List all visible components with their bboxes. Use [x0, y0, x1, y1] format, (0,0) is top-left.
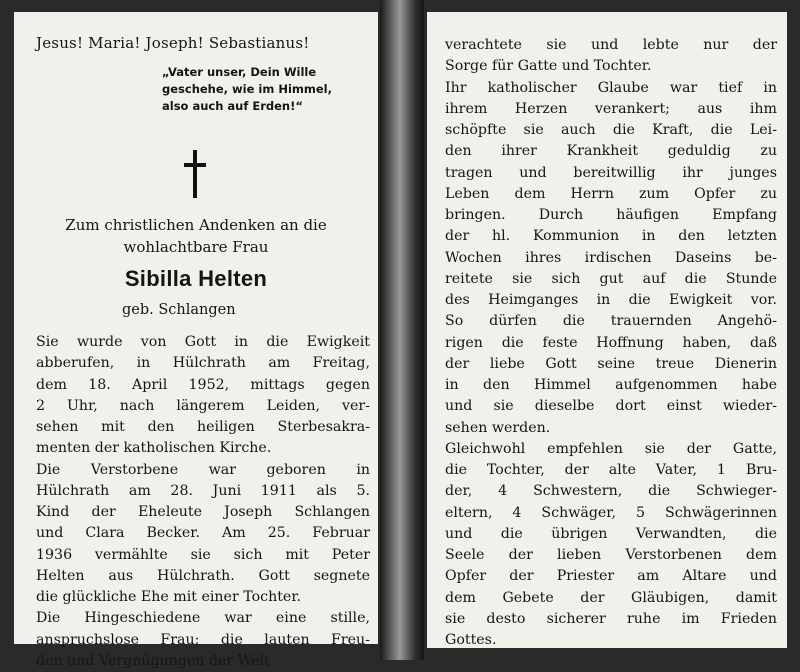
text-line: dem Gebete der Gläubigen, damit — [445, 589, 777, 606]
text-line: Gottes. — [445, 632, 497, 648]
text-line: Die Hingeschiedene war eine stille, — [36, 610, 370, 627]
biography-text-left — [36, 332, 370, 672]
text-line: und sie dieselbe dort einst wieder- — [445, 398, 777, 415]
text-line: Ihr katholischer Glaube war tief in — [445, 79, 777, 96]
prayer-line: also auch auf Erden!“ — [162, 99, 303, 113]
text-line: Wochen ihres irdischen Daseins be- — [445, 249, 777, 266]
text-line: sehen werden. — [445, 419, 551, 436]
text-line: des Heimganges in die Ewigkeit vor. — [445, 292, 777, 308]
prayer-line: „Vater unser, Dein Wille — [162, 65, 317, 79]
text-line: ihrem Herzen verankert; aus ihm — [445, 100, 777, 117]
text-line: Sie wurde von Gott in die Ewigkeit — [36, 334, 370, 350]
text-line: Leben dem Herrn zum Opfer zu — [445, 185, 777, 202]
deceased-name: Sibilla Helten — [124, 266, 268, 291]
text-line: sie desto sicherer ruhe im Frieden — [445, 610, 777, 627]
text-line: der hl. Kommunion in den letzten — [445, 228, 777, 245]
text-line: bringen. Durch häufigen Empfang — [445, 207, 777, 223]
text-line: in den Himmel aufgenommen habe — [445, 377, 777, 393]
text-line: dem 18. April 1952, mittags gegen — [36, 376, 370, 393]
card-fold-shadow — [380, 0, 424, 660]
text-line: sehen mit den heiligen Sterbesakra- — [36, 419, 370, 435]
text-line: den und Vergnügungen der Welt — [36, 652, 270, 669]
text-line: Opfer der Priester am Altare und — [445, 568, 777, 585]
text-line: Gleichwohl empfehlen sie der Gatte, — [445, 440, 777, 457]
text-line: den ihrer Krankheit geduldig zu — [445, 143, 777, 160]
maiden-name: geb. Schlangen — [122, 302, 236, 318]
memorial-line: Zum christlichen Andenken an die — [65, 216, 327, 234]
text-line: 2 Uhr, nach längerem Leiden, ver- — [36, 397, 370, 414]
text-line: tragen und bereitwillig ihr junges — [445, 164, 777, 181]
text-line: verachtete sie und lebte nur der — [445, 37, 777, 53]
text-line: Helten aus Hülchrath. Gott segnete — [36, 567, 370, 584]
text-line: schöpfte sie auch die Kraft, die Lei- — [445, 122, 777, 138]
invocation-heading: Jesus! Maria! Joseph! Sebastianus! — [36, 34, 310, 52]
text-line: 1936 vermählte sie sich mit Peter — [36, 546, 370, 563]
text-line: anspruchslose Frau; die lauten Freu- — [36, 631, 370, 648]
text-line: reitete sie sich gut auf die Stunde — [445, 270, 777, 287]
text-line: So dürfen die trauernden Angehö- — [445, 313, 777, 330]
text-line: Kind der Eheleute Joseph Schlangen — [36, 504, 370, 520]
text-line: abberufen, in Hülchrath am Freitag, — [36, 355, 370, 372]
text-line: der, 4 Schwestern, die Schwieger- — [445, 483, 777, 500]
text-line: die Tochter, der alte Vater, 1 Bru- — [445, 462, 777, 478]
biography-text-right — [445, 35, 777, 651]
text-line: menten der katholischen Kirche. — [36, 440, 272, 457]
text-line: Hülchrath am 28. Juni 1911 als 5. — [36, 482, 370, 499]
text-line: die glückliche Ehe mit einer Tochter. — [36, 589, 302, 605]
memorial-dedication — [14, 214, 378, 258]
memorial-line: wohlachtbare Frau — [123, 238, 269, 256]
text-line: und Clara Becker. Am 25. Februar — [36, 525, 370, 542]
text-line: Die Verstorbene war geboren in — [36, 461, 370, 478]
prayer-line: geschehe, wie im Himmel, — [162, 82, 332, 96]
text-line: Sorge für Gatte und Tochter. — [445, 58, 652, 75]
memorial-card-back — [427, 12, 787, 648]
cross-icon — [184, 150, 206, 198]
text-line: der liebe Gott seine treue Dienerin — [445, 355, 777, 372]
memorial-card-front — [14, 12, 378, 669]
prayer-quote — [162, 64, 372, 115]
text-line: Seele der lieben Verstorbenen dem — [445, 547, 777, 563]
text-line: und die übrigen Verwandten, die — [445, 525, 777, 542]
text-line: eltern, 4 Schwäger, 5 Schwägerinnen — [445, 504, 777, 521]
text-line: rigen die feste Hoffnung haben, daß — [445, 334, 777, 351]
